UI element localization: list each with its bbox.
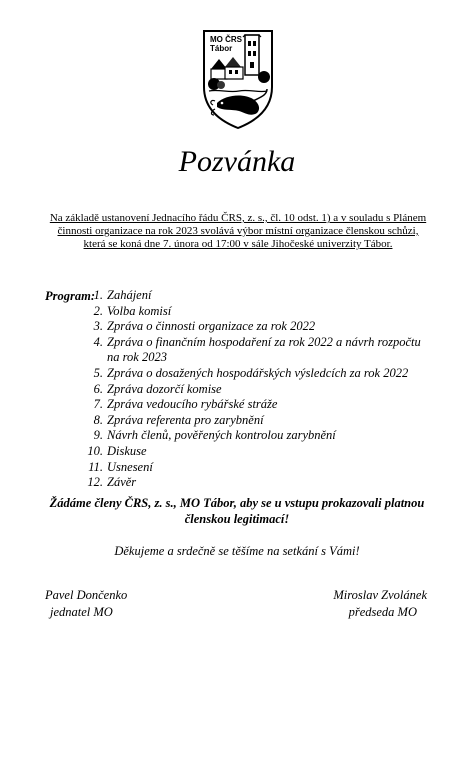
program-item [86,475,426,491]
program-item-text: Diskuse [107,443,147,458]
signature-right-name: Miroslav Zvolánek [333,588,427,602]
program-item [86,413,426,429]
logo-text-line1: MO ČRS [210,35,242,44]
program-item [86,288,426,304]
program-item-text: Zahájení [107,288,152,302]
signature-right [333,587,427,621]
membership-notice: Žádáme členy ČRS, z. s., MO Tábor, aby se u vstupu prokazovali platnou členskou legitimací! [49,496,425,526]
program-item [86,428,426,444]
program-item-number: 6. [93,381,103,396]
program-item-number: 10. [87,443,103,458]
program-item-number: 2. [93,303,103,318]
program-item [86,335,426,366]
program-item-number: 7. [93,397,103,412]
signature-left-name: Pavel Dončenko [45,588,128,602]
program-item-text: Volba komisí [107,303,172,318]
fish-castle-crest-icon [201,29,275,129]
signature-left-role: jednatel MO [50,605,113,619]
program-item [86,382,426,398]
organization-logo [201,29,275,129]
program-item-number: 4. [93,334,103,349]
program-item-number: 1. [93,288,103,302]
page-title: Pozvánka [178,145,296,178]
intro-paragraph: Na základě ustanovení Jednacího řádu ČRS, z. s., čl. 10 odst. 1) a v souladu s Plánem činnosti organizace na rok 2023 svolává výbor místní organizace členskou schůzi, která se koná dne 7. února od 17:00 v sále Jihočeské univerzity Tábor. [49,212,427,250]
program-item [86,444,426,460]
program-item-text: Návrh členů, pověřených kontrolou zarybnění [107,428,336,443]
signature-right-role: předseda MO [348,605,417,619]
program-item-text: Závěr [107,475,137,490]
program-item [86,304,426,320]
program-item-text: Zpráva o finančním hospodaření za rok 2022 a návrh rozpočtu na rok 2023 [107,334,421,365]
program-label: Program: [45,289,95,303]
program-item [86,460,426,476]
thanks-line: Děkujeme a srdečně se těšíme na setkání s Vámi! [114,544,360,558]
program-item-text: Zpráva o činnosti organizace za rok 2022 [107,319,316,334]
program-item [86,319,426,335]
program-item-number: 9. [93,428,103,443]
program-item-number: 11. [88,459,103,474]
program-item-text: Zpráva dozorčí komise [107,381,222,396]
program-item-number: 8. [93,412,103,427]
program-item-text: Zpráva referenta pro zarybnění [107,412,264,427]
program-item-text: Zpráva vedoucího rybářské stráže [107,397,278,412]
program-item-number: 12. [87,475,103,490]
program-item [86,366,426,382]
program-item-text: Usnesení [107,459,153,474]
program-item-text: Zpráva o dosažených hospodářských výsledcích za rok 2022 [107,365,409,380]
program-item-number: 5. [93,365,103,380]
program-item [86,397,426,413]
program-item-number: 3. [93,319,103,334]
program-list [86,288,426,491]
signature-left [45,587,127,621]
logo-text-line2: Tábor [210,44,233,53]
